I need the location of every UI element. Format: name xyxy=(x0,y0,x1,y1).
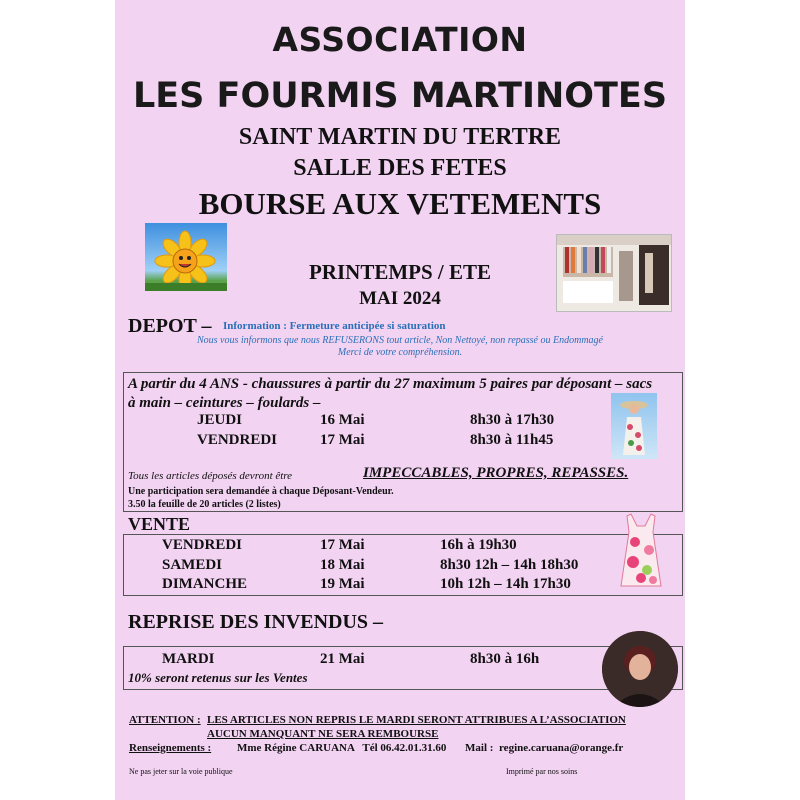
mail-address: regine.caruana@orange.fr xyxy=(499,742,624,754)
floral-dress-image xyxy=(615,512,667,588)
depot-day: JEUDI xyxy=(197,412,243,428)
depot-hours: 8h30 à 17h30 xyxy=(470,412,555,428)
printed-notice: Imprimé par nos soins xyxy=(506,767,578,776)
depot-refusal-notice: Nous vous informons que nous REFUSERONS tout article, Non Nettoyé, non repassé ou Endommagé xyxy=(197,335,603,346)
flyer-sheet xyxy=(115,0,685,800)
depot-day: VENDREDI xyxy=(197,432,278,448)
venue-name: SALLE DES FETES xyxy=(293,155,507,181)
sheet-price: 3.50 la feuille de 20 articles (2 listes) xyxy=(128,499,281,510)
vente-date: 19 Mai xyxy=(320,576,365,592)
attention-label: ATTENTION : xyxy=(129,714,201,726)
season-label: PRINTEMPS / ETE xyxy=(308,260,492,284)
attention-no-refund: AUCUN MANQUANT NE SERA REMBOURSE xyxy=(207,728,439,740)
attention-text: LES ARTICLES NON REPRIS LE MARDI SERONT ATTRIBUES A L’ASSOCIATION xyxy=(207,714,626,726)
info-label: Renseignements : xyxy=(129,742,212,754)
articles-requirement: IMPECCABLES, PROPRES, REPASSES. xyxy=(363,465,629,481)
clothing-store-image xyxy=(556,234,672,312)
vente-title: VENTE xyxy=(128,514,191,534)
depot-date: 16 Mai xyxy=(320,412,365,428)
vente-day: DIMANCHE xyxy=(162,576,247,592)
title-association: ASSOCIATION xyxy=(272,20,528,59)
info-contact: Mme Régine CARUANA Tél 06.42.01.31.60 xyxy=(237,742,447,754)
reprise-hours: 8h30 à 16h xyxy=(470,651,540,667)
reprise-note: 10% seront retenus sur les Ventes xyxy=(128,670,308,685)
woman-in-hat-image xyxy=(611,393,657,459)
sunflower-image xyxy=(145,223,227,291)
depot-hours: 8h30 à 11h45 xyxy=(470,432,554,448)
vente-hours: 8h30 12h – 14h 18h30 xyxy=(440,557,579,573)
reprise-day: MARDI xyxy=(162,651,215,667)
vente-date: 18 Mai xyxy=(320,557,365,573)
reprise-date: 21 Mai xyxy=(320,651,365,667)
portrait-photo xyxy=(602,631,678,707)
town-name: SAINT MARTIN DU TERTRE xyxy=(238,124,562,150)
mail-label: Mail : xyxy=(465,742,494,754)
depot-conditions: A partir du 4 ANS - chaussures à partir du 27 maximum 5 paires par déposant – sacs à main – ceintures – foulards – xyxy=(128,376,653,411)
vente-day: SAMEDI xyxy=(162,557,223,573)
title-association-name: LES FOURMIS MARTINOTES xyxy=(132,76,668,116)
event-month: MAI 2024 xyxy=(359,288,441,309)
depot-date: 17 Mai xyxy=(320,432,365,448)
reprise-title: REPRISE DES INVENDUS – xyxy=(128,611,384,633)
vente-hours: 16h à 19h30 xyxy=(440,537,517,553)
participation-notice: Une participation sera demandée à chaque Déposant-Vendeur. xyxy=(128,486,394,497)
vente-date: 17 Mai xyxy=(320,537,365,553)
litter-notice: Ne pas jeter sur la voie publique xyxy=(129,767,233,776)
vente-hours: 10h 12h – 14h 17h30 xyxy=(440,576,571,592)
vente-day: VENDREDI xyxy=(162,537,243,553)
depot-title: DEPOT – xyxy=(128,315,212,337)
depot-thanks: Merci de votre compréhension. xyxy=(337,347,463,358)
event-title: BOURSE AUX VETEMENTS xyxy=(198,186,602,221)
depot-info: Information : Fermeture anticipée si saturation xyxy=(223,320,446,332)
articles-prefix: Tous les articles déposés devront être xyxy=(128,470,293,482)
